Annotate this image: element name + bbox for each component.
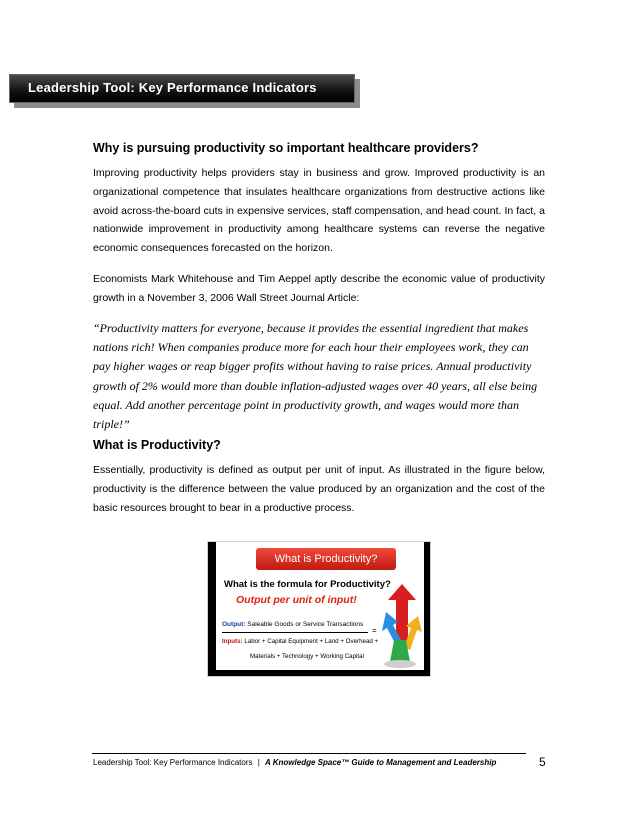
equals-sign: =: [372, 626, 377, 635]
output-text: Saleable Goods or Service Transactions: [247, 621, 364, 628]
figure-frame-right: [424, 542, 430, 677]
inputs-label: Inputs:: [222, 638, 243, 645]
figure-inputs-row-2: Materials + Technology + Working Capital: [250, 653, 364, 660]
paragraph-importance: [93, 164, 545, 258]
figure-subheading: Output per unit of input!: [236, 594, 357, 606]
output-label: Output:: [222, 621, 246, 628]
fraction-line: [222, 632, 368, 633]
figure-frame-left: [208, 542, 216, 677]
growth-arrows-icon: [380, 582, 424, 670]
inputs-text: Labor + Capital Equipment + Land + Overhead +: [244, 638, 379, 645]
figure-heading: What is the formula for Productivity?: [224, 579, 391, 590]
figure-inputs-row: [222, 638, 378, 645]
wsj-quote: [93, 319, 545, 434]
quote-text: “Productivity matters for everyone, because it provides the essential ingredient that makes nations rich! When companies produce more for each hour their employees work, they can pay higher wages or reap bigger profits without having to raise prices. Annual productivity growth of 2% would more than double inflation-adjusted wages over 40 years, all else being equal. Add another percentage point in productivity growth, and wages would more than triple!”: [93, 321, 538, 432]
footer-guide: A Knowledge Space™ Guide to Management and Leadership: [265, 758, 497, 767]
footer: [93, 758, 496, 767]
banner-title: Leadership Tool: Key Performance Indicators: [28, 80, 317, 95]
figure-frame-bottom: [208, 670, 431, 676]
paragraph-definition: [93, 461, 545, 517]
header-banner: [9, 74, 355, 103]
page-number: 5: [539, 755, 546, 769]
figure-output-row: [222, 621, 363, 628]
section-heading-why: Why is pursuing productivity so important healthcare providers?: [93, 141, 479, 155]
productivity-figure: [207, 541, 431, 677]
footer-separator: |: [257, 758, 260, 767]
footer-rule: [92, 753, 526, 754]
figure-title: What is Productivity?: [256, 548, 396, 570]
footer-title: Leadership Tool: Key Performance Indicators: [93, 758, 253, 767]
paragraph-economists: [93, 270, 545, 308]
paragraph-text: Essentially, productivity is defined as output per unit of input. As illustrated in the figure below, productivity is the difference between the value produced by an organization and the cost of the basic resources brought to bear in a productive process.: [93, 464, 545, 514]
paragraph-text: Improving productivity helps providers stay in business and grow. Improved productivity is an organizational competence that insulates healthcare organizations from destructive actions like avoid across-the-board cuts in expensive services, staff compensation, and head count. In fact, a nationwide improvement in productivity among healthcare systems can reverse the negative economic consequences forecasted on the horizon.: [93, 167, 545, 255]
section-heading-what: What is Productivity?: [93, 438, 221, 452]
paragraph-text: Economists Mark Whitehouse and Tim Aeppel aptly describe the economic value of productivity growth in a November 3, 2006 Wall Street Journal Article:: [93, 273, 545, 304]
